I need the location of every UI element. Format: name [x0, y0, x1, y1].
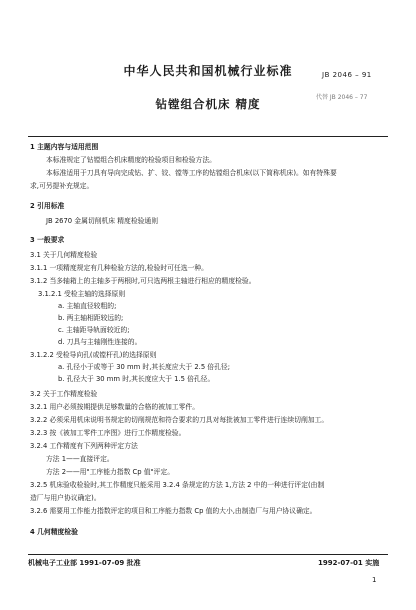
clause-line: 3.1.2.1 受检主轴的选择原则 — [38, 290, 126, 298]
clause-line: 3.1.2.2 受检导向孔(或镗杆孔)的选择原则 — [30, 351, 157, 359]
standard-replaces: 代替 JB 2046 – 77 — [316, 94, 368, 101]
clause-line: 3.1.2 当多轴箱上的主轴多于两根时,可只选两根主轴进行相应的精度检验。 — [30, 277, 256, 285]
clause-line: 3.2.5 机床验收检验时,其工作精度只能采用 3.2.4 条规定的方法 1,方法 2 中的一种进行评定(由制 — [30, 481, 325, 489]
section-2-heading: 2 引用标准 — [30, 202, 65, 210]
standard-code: JB 2046 – 91 — [322, 71, 372, 79]
header-rule — [28, 136, 388, 137]
document-title: 钻镗组合机床 精度 — [155, 97, 261, 111]
method-line: 方法 1——直接评定。 — [46, 455, 114, 463]
footer-rule — [28, 554, 388, 555]
clause-line: 3.1.1 一项精度规定有几种检验方法的,检验时可任选一种。 — [30, 264, 208, 272]
standard-category-title: 中华人民共和国机械行业标准 — [123, 64, 293, 78]
body-line: 本标准适用于刀具有导向完成钻、扩、铰、镗等工序的钻镗组合机床(以下简称机床)。如有特殊要 — [46, 169, 337, 177]
clause-line: 3.2.4 工作精度有下列两种评定方法 — [30, 442, 138, 450]
page-number: 1 — [372, 576, 377, 584]
reference-line: JB 2670 金属切削机床 精度检验通则 — [46, 217, 159, 225]
list-item: c. 主轴距导轨面较近的; — [58, 326, 130, 334]
list-item: a. 主轴直径较粗的; — [58, 302, 117, 310]
body-line: 本标准规定了钻镗组合机床精度的检验项目和检验方法。 — [46, 156, 216, 164]
clause-line: 3.2.6 需要用工作能力指数评定的项目和工序能力指数 Cp 值的大小,由制造厂与用户协议确定。 — [30, 507, 317, 515]
section-4-heading: 4 几何精度检验 — [30, 528, 78, 536]
implementation-date: 1992-07-01 实施 — [318, 559, 380, 567]
list-item: b. 两主轴相距较远的; — [58, 314, 124, 322]
clause-heading: 3.1 关于几何精度检验 — [30, 251, 98, 259]
clause-line: 3.2.2 必须采用机床说明书规定的切削规范和符合要求的刀具对每批被加工零件进行连续切削加工。 — [30, 416, 329, 424]
list-item: d. 刀具与主轴刚性连接的。 — [58, 338, 142, 346]
clause-line: 造厂与用户协议确定)。 — [30, 494, 101, 502]
section-3-heading: 3 一般要求 — [30, 236, 65, 244]
clause-line: 3.2.1 用户必须按期提供足够数量的合格的被加工零件。 — [30, 403, 199, 411]
method-line: 方法 2——用"工序能力指数 Cp 值"评定。 — [46, 468, 175, 476]
clause-line: 3.2.3 按《被加工零件工序图》进行工作精度检验。 — [30, 429, 186, 437]
body-line: 求,可另提补充规定。 — [30, 182, 94, 190]
approval-info: 机械电子工业部 1991-07-09 批准 — [28, 559, 141, 567]
section-1-heading: 1 主题内容与适用范围 — [30, 143, 99, 151]
clause-heading: 3.2 关于工作精度检验 — [30, 390, 98, 398]
list-item: a. 孔径小于或等于 30 mm 时,其长度应大于 2.5 倍孔径; — [58, 363, 230, 371]
list-item: b. 孔径大于 30 mm 时,其长度应大于 1.5 倍孔径。 — [58, 375, 215, 383]
